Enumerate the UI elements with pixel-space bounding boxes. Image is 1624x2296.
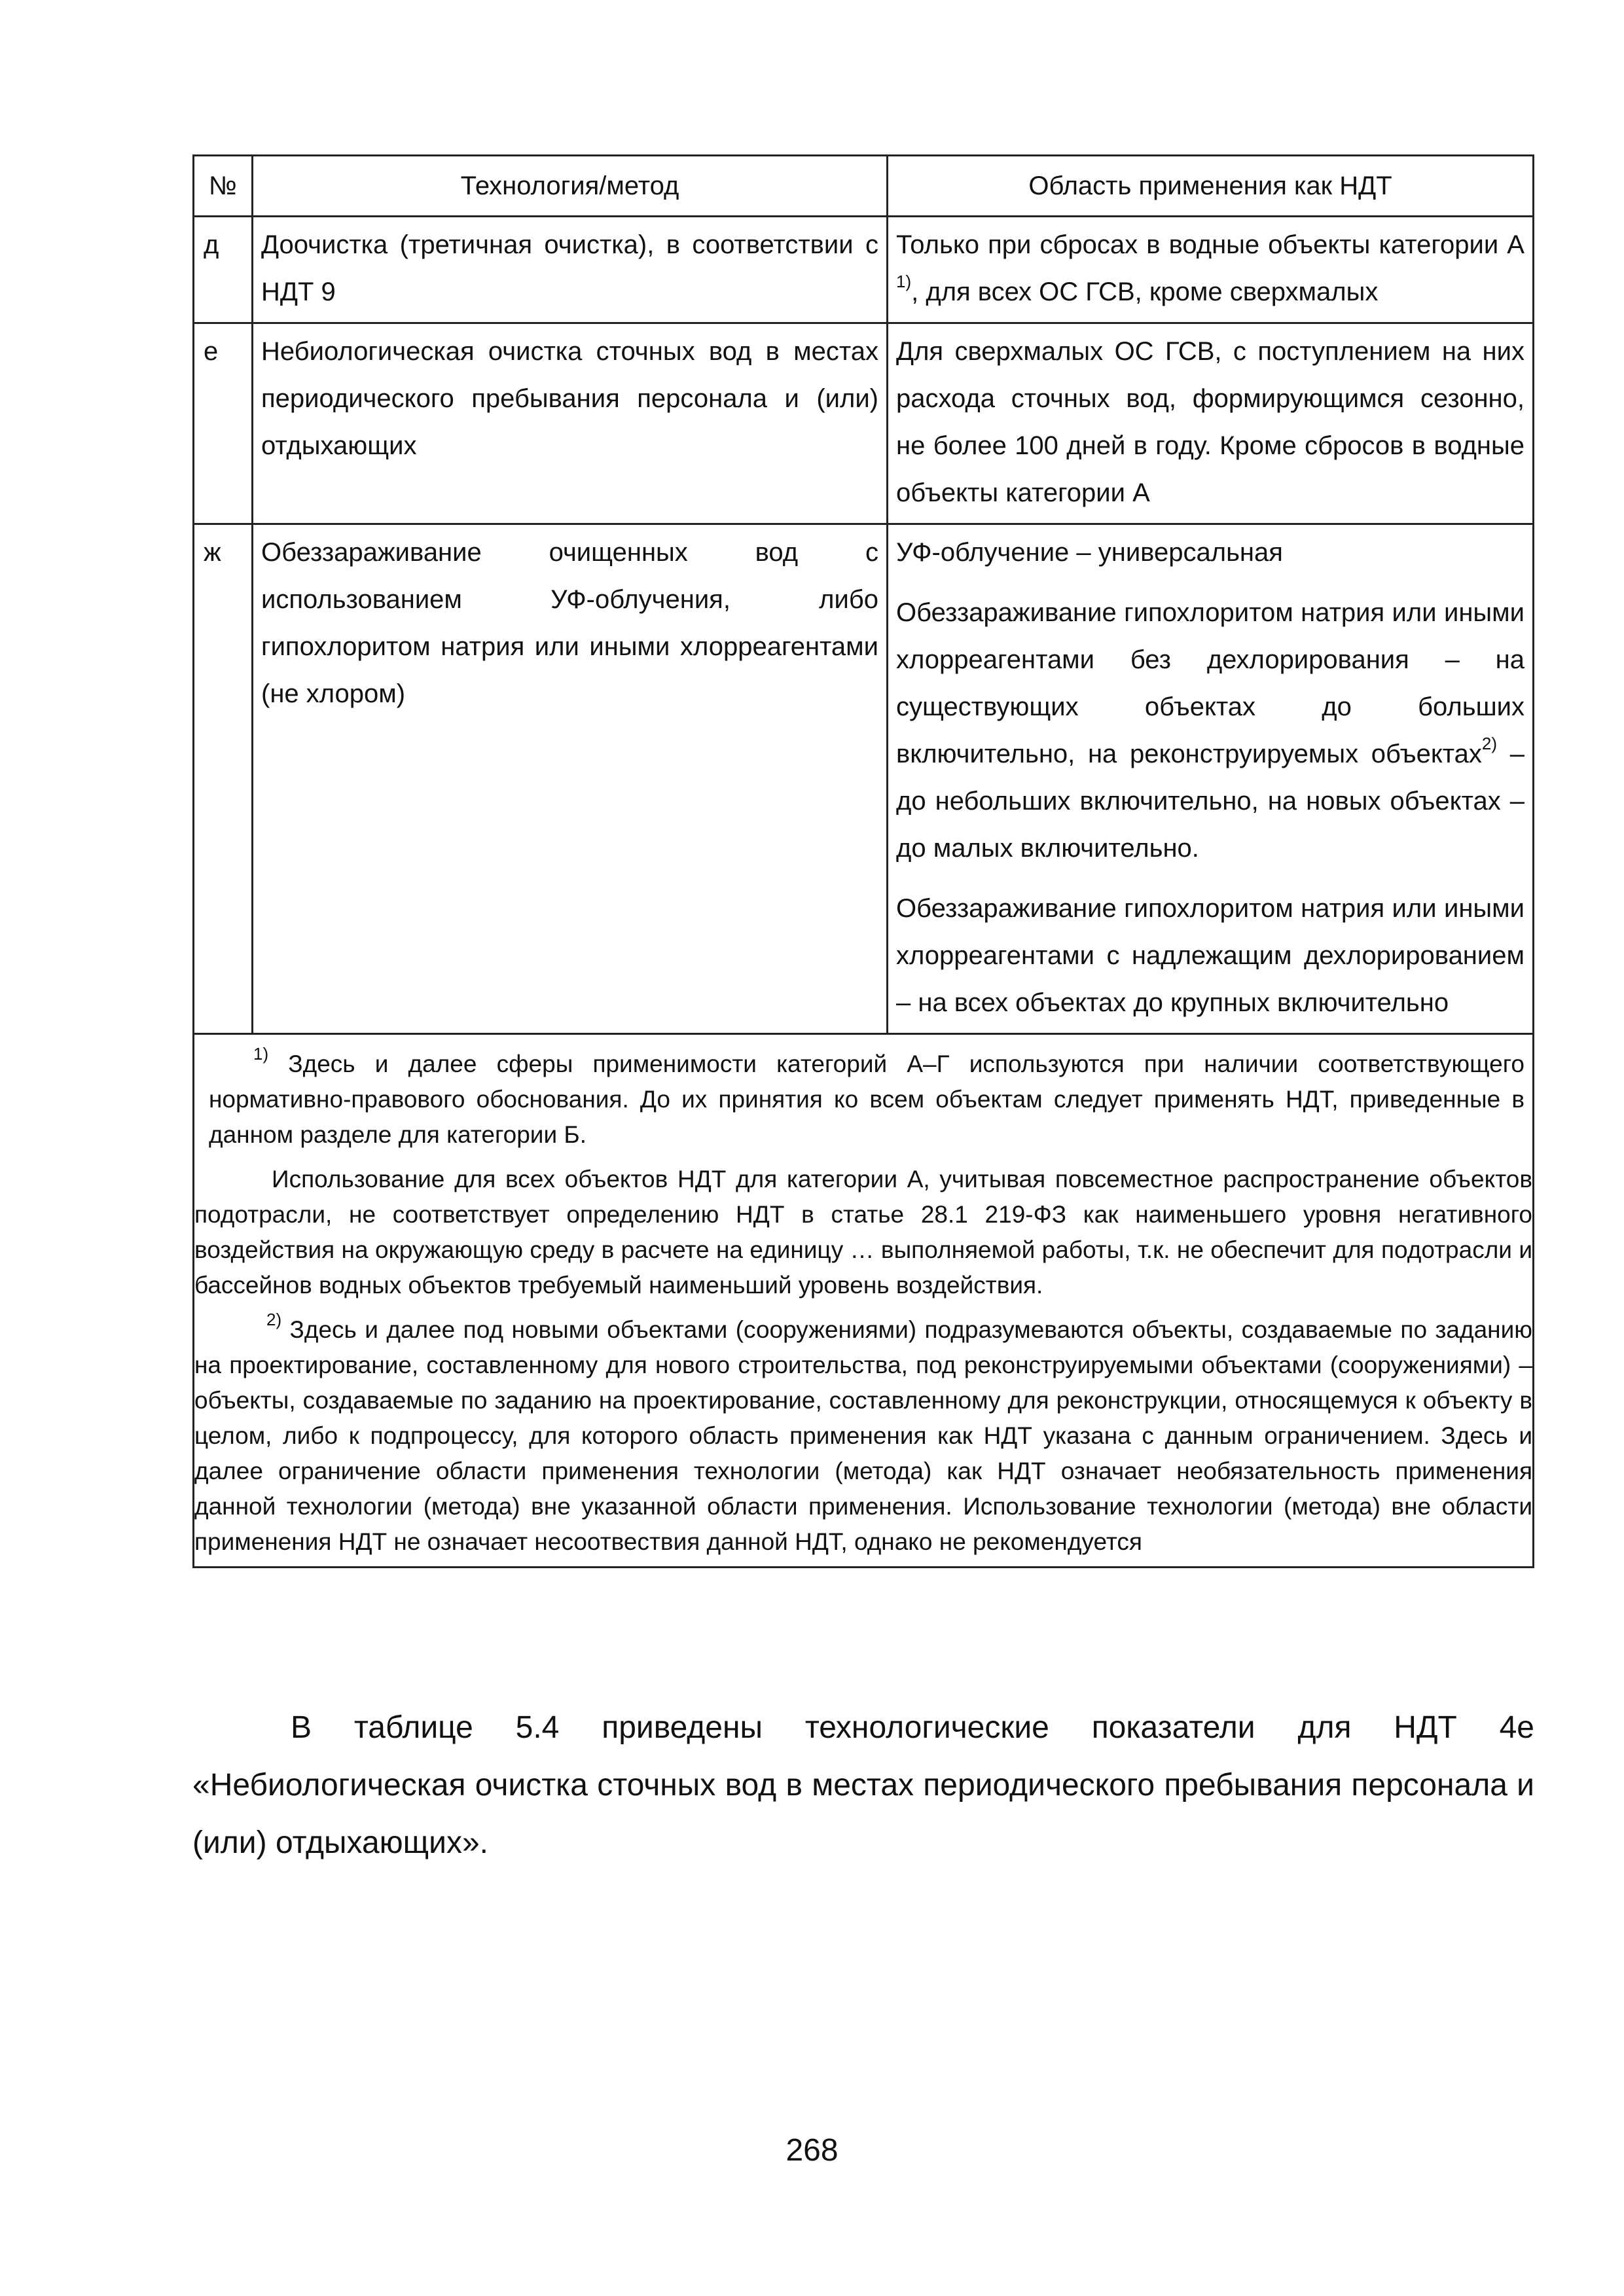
area-paragraph: Обеззараживание гипохлоритом натрия или иными хлорреагентами без дехлорирования – на существующих объектах до больших включительно, на реконструируемых объектах$^{2)}$ – до небольших включительно, на новых объектах – до малых включительно. (896, 598, 1525, 863)
header-application-area: Область применения как НДТ (888, 156, 1534, 217)
body-paragraph: В таблице 5.4 приведены технологические показатели для НДТ 4е «Небиологическая очистка сточных вод в местах периодического пребывания персонала и (или) отдыхающих». (192, 1710, 1534, 1860)
note-paragraph: Использование для всех объектов НДТ для категории А, учитывая повсеместное распространение объектов подотрасли, не соответствует определению НДТ в статье 28.1 219-ФЗ как наименьшего уровня негативного воздействия на окружающую среду в расчете на единицу … выполняемой работы, т.к. не обеспечит для подотрасли и бассейнов водных объектов требуемый наименьший уровень воздействия. (194, 1166, 1532, 1299)
table-row (194, 323, 1534, 524)
row-technology: Небиологическая очистка сточных вод в местах периодического пребывания персонала и (или) отдыхающих (253, 323, 888, 524)
row-technology: Доочистка (третичная очистка), в соответствии с НДТ 9 (253, 217, 888, 323)
row-technology: Обеззараживание очищенных вод с использованием УФ-облучения, либо гипохлоритом натрия или иными хлорреагентами (не хлором) (253, 524, 888, 1034)
page-number: 268 (785, 2133, 839, 2168)
table-row (194, 524, 1534, 1034)
row-number: д (194, 217, 253, 323)
ndt-table (192, 154, 1534, 1568)
area-paragraph: Для сверхмалых ОС ГСВ, с поступлением на них расхода сточных вод, формирующимся сезонно, не более 100 дней в году. Кроме сбросов в водные объекты категории А (896, 337, 1525, 507)
row-application-area (888, 217, 1534, 323)
table-header-row (194, 156, 1534, 217)
table-row (194, 217, 1534, 323)
footnote-ref: 1) (896, 271, 912, 291)
area-paragraph: Обеззараживание гипохлоритом натрия или иными хлорреагентами с надлежащим дехлорированием – на всех объектах до крупных включительно (896, 894, 1525, 1017)
footnote-1: $^{1)}$ Здесь и далее сферы применимости категорий А–Г используются при наличии соответствующего нормативно-правового обоснования. До их принятия ко всем объектам следует применять НДТ, приведенные в данном разделе для категории Б. (209, 1043, 1525, 1148)
table-notes (194, 1034, 1534, 1568)
header-technology: Технология/метод (253, 156, 888, 217)
row-number: ж (194, 524, 253, 1034)
row-application-area (888, 323, 1534, 524)
area-paragraph: УФ-облучение – универсальная (896, 538, 1283, 567)
row-number: е (194, 323, 253, 524)
row-application-area (888, 524, 1534, 1034)
area-paragraph: Только при сбросах в водные объекты категории А $^{1)}$, для всех ОС ГСВ, кроме сверхмалых (896, 230, 1525, 306)
footnote-ref: 2) (1481, 733, 1498, 753)
notes-row (194, 1034, 1534, 1568)
footnote-2: $^{2)}$ Здесь и далее под новыми объектами (сооружениями) подразумеваются объекты, создаваемые по заданию на проектирование, составленному для нового строительства, под реконструируемыми объектами (сооружениями) – объекты, создаваемые по заданию на проектирование, составленному для реконструкции, относящемуся к объекту в целом, либо к подпроцессу, для которого область применения как НДТ указана с данным ограничением. Здесь и далее ограничение области применения технологии (метода) как НДТ означает необязательность применения данной технологии (метода) вне указанной области применения. Использование технологии (метода) вне области применения НДТ не означает несоотвествия данной НДТ, однако не рекомендуется (194, 1309, 1532, 1555)
header-number: № (194, 156, 253, 217)
